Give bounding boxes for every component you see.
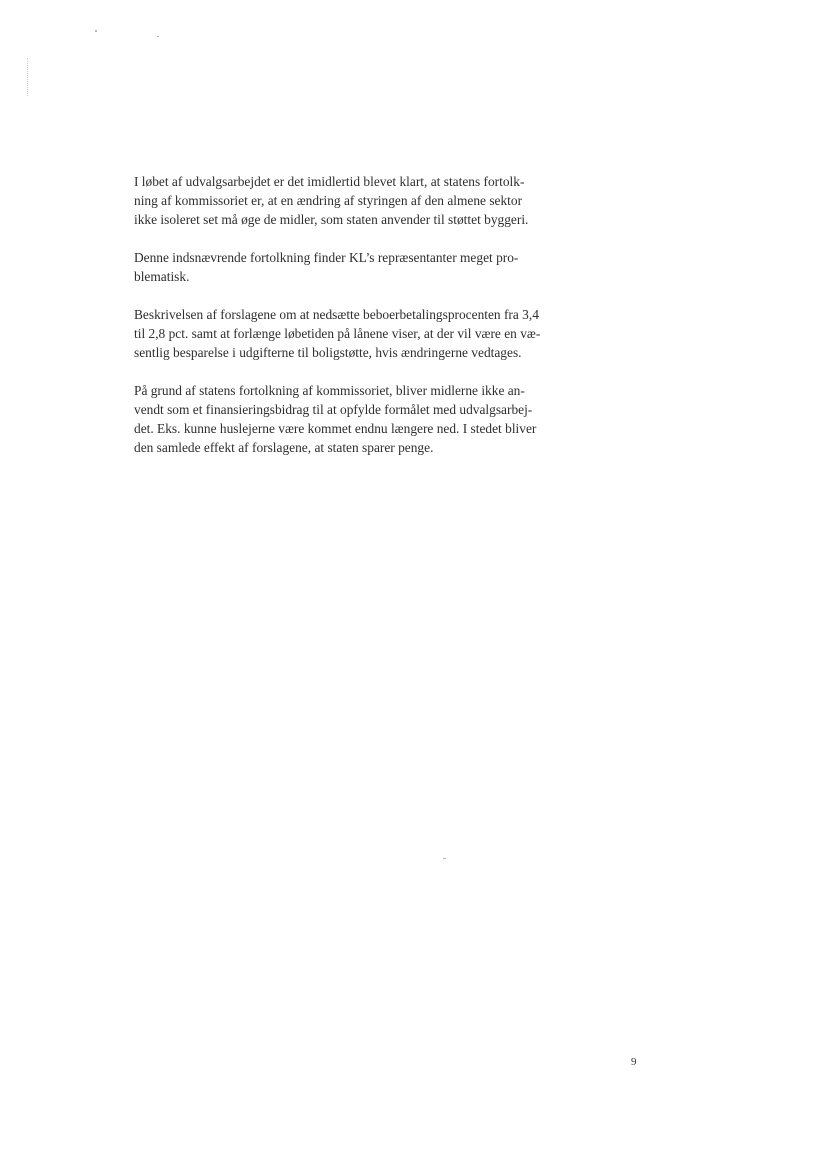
paragraph-1 xyxy=(134,172,596,229)
text-line: Beskrivelsen af forslagene om at nedsætte beboerbetalingsprocenten fra 3,4 xyxy=(134,307,539,322)
text-line: blematisk. xyxy=(134,269,190,284)
scan-speck xyxy=(95,30,97,32)
text-line: til 2,8 pct. samt at forlænge løbetiden på lånene viser, at der vil være en væ- xyxy=(134,326,541,341)
paragraph-2 xyxy=(134,248,596,286)
scan-speck xyxy=(443,858,446,859)
paragraph-4 xyxy=(134,381,596,457)
text-line: I løbet af udvalgsarbejdet er det imidlertid blevet klart, at statens fortolk- xyxy=(134,174,525,189)
scan-speck xyxy=(157,36,159,37)
text-line: sentlig besparelse i udgifterne til boligstøtte, hvis ændringerne vedtages. xyxy=(134,345,522,360)
text-line: ning af kommissoriet er, at en ændring af styringen af den almene sektor xyxy=(134,193,523,208)
text-line: den samlede effekt af forslagene, at staten sparer penge. xyxy=(134,440,434,455)
page-number: 9 xyxy=(631,1056,637,1068)
scan-edge-mark xyxy=(27,58,29,96)
text-line: Denne indsnævrende fortolkning finder KL’s repræsentanter meget pro- xyxy=(134,250,519,265)
text-line: vendt som et finansieringsbidrag til at opfylde formålet med udvalgsarbej- xyxy=(134,402,533,417)
text-line: På grund af statens fortolkning af kommissoriet, bliver midlerne ikke an- xyxy=(134,383,525,398)
text-line: ikke isoleret set må øge de midler, som staten anvender til støttet byggeri. xyxy=(134,212,529,227)
paragraph-3 xyxy=(134,305,596,362)
text-line: det. Eks. kunne huslejerne være kommet endnu længere ned. I stedet bliver xyxy=(134,421,537,436)
body-text xyxy=(134,172,596,476)
